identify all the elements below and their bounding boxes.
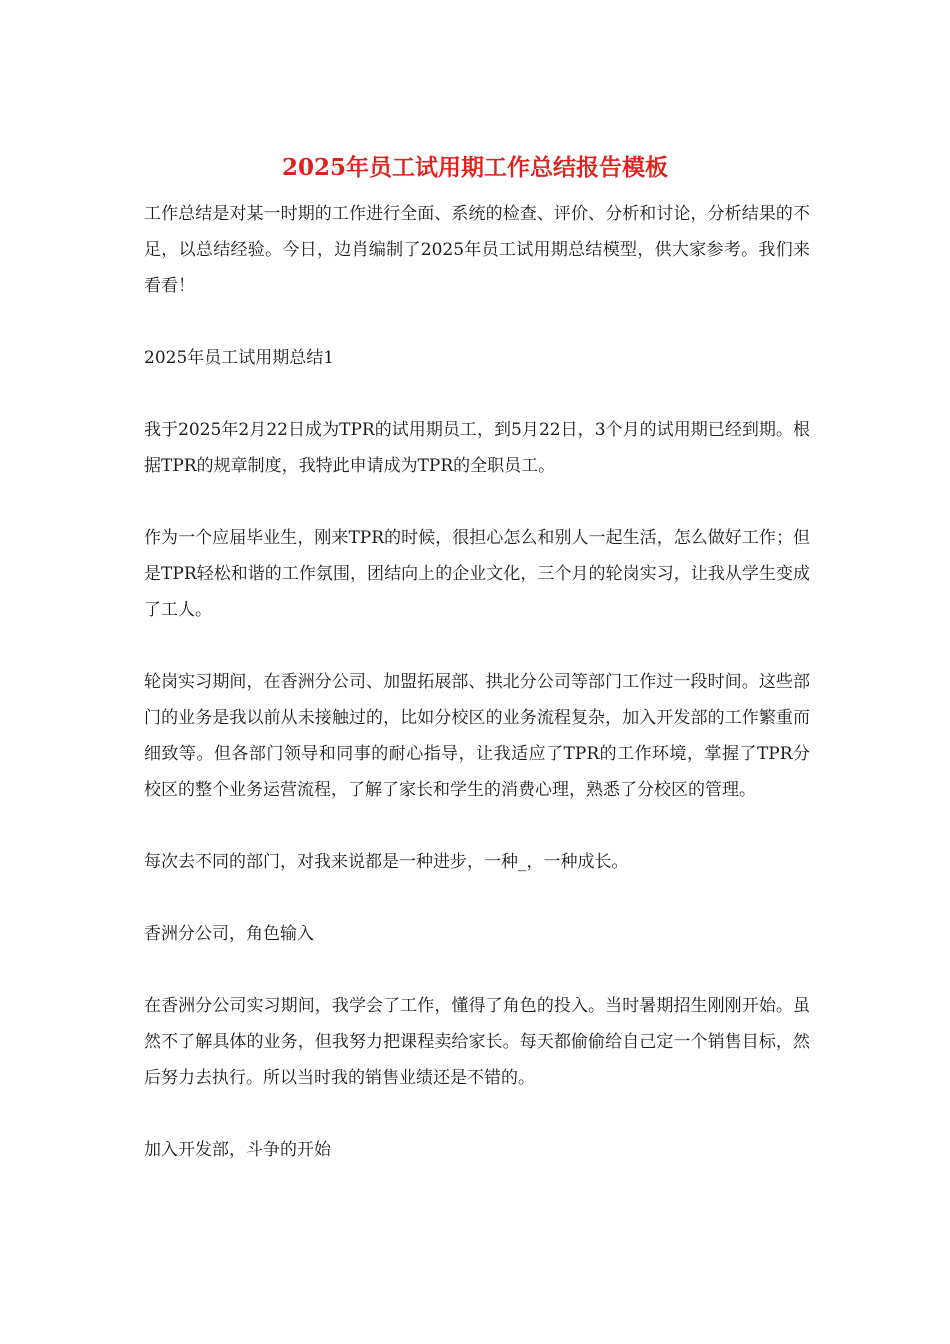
subsection-heading: 香洲分公司，角色输入 <box>144 924 314 944</box>
section-heading: 2025年员工试用期总结1 <box>144 348 335 368</box>
body-paragraph: 作为一个应届毕业生，刚来TPR的时候，很担心怎么和别人一起生活，怎么做好工作；但是TPR轻松和谐的工作氛围，团结向上的企业文化，三个月的轮岗实习，让我从学生变成了工人。 <box>144 528 810 620</box>
body-paragraph: 每次去不同的部门，对我来说都是一种进步，一种_，一种成长。 <box>144 852 629 872</box>
intro-paragraph: 工作总结是对某一时期的工作进行全面、系统的检查、评价、分析和讨论，分析结果的不足，以总结经验。今日，边肖编制了2025年员工试用期总结模型，供大家参考。我们来看看！ <box>144 204 810 296</box>
document-title: 2025年员工试用期工作总结报告模板 <box>281 154 668 181</box>
body-paragraph: 我于2025年2月22日成为TPR的试用期员工，到5月22日，3个月的试用期已经到期。根据TPR的规章制度，我特此申请成为TPR的全职员工。 <box>144 420 810 476</box>
body-paragraph: 轮岗实习期间，在香洲分公司、加盟拓展部、拱北分公司等部门工作过一段时间。这些部门的业务是我以前从未接触过的，比如分校区的业务流程复杂，加入开发部的工作繁重而细致等。但各部门领导和同事的耐心指导，让我适应了TPR的工作环境，掌握了TPR分校区的整个业务运营流程，了解了家长和学生的消费心理，熟悉了分校区的管理。 <box>144 672 810 800</box>
body-paragraph: 在香洲分公司实习期间，我学会了工作，懂得了角色的投入。当时暑期招生刚刚开始。虽然不了解具体的业务，但我努力把课程卖给家长。每天都偷偷给自己定一个销售目标，然后努力去执行。所以当时我的销售业绩还是不错的。 <box>144 996 810 1088</box>
subsection-heading: 加入开发部，斗争的开始 <box>144 1140 331 1160</box>
document-body <box>144 196 810 1204</box>
